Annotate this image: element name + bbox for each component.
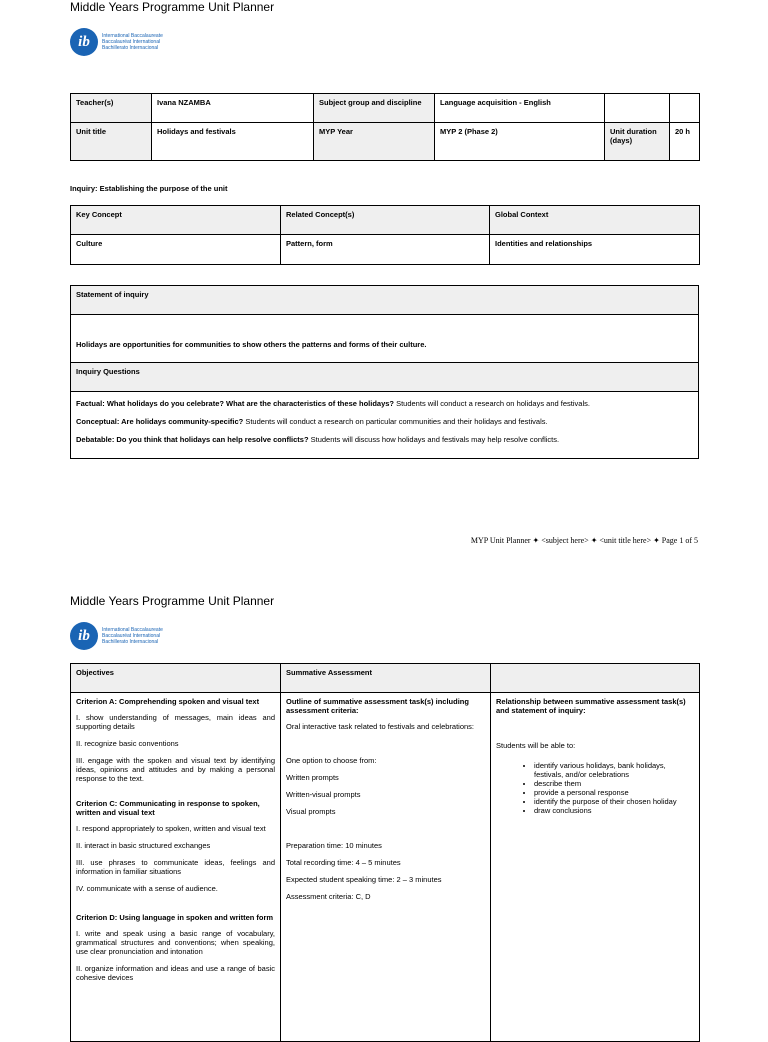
factual-question: Factual: What holidays do you celebrate? What are the characteristics of these holidays? Students will conduct a research on holidays and festivals. <box>76 399 590 408</box>
myp-year-value: MYP 2 (Phase 2) <box>435 123 605 161</box>
outline-item: Written prompts <box>286 773 339 782</box>
statement-label: Statement of inquiry <box>71 286 699 315</box>
objective-item: I. show understanding of messages, main ideas and supporting details <box>76 713 275 731</box>
unit-duration-value: 20 h <box>670 123 700 161</box>
summative-outline-cell <box>281 693 491 1042</box>
page-title: Middle Years Programme Unit Planner <box>70 0 275 14</box>
ib-logo-icon: ib <box>70 622 98 650</box>
ib-logo-text: International Baccalaureate Baccalauréat International Bachillerato Internacional <box>102 627 163 645</box>
unit-title-label: Unit title <box>71 123 152 161</box>
objectives-label: Objectives <box>71 664 281 693</box>
relationship-list <box>496 761 694 815</box>
related-concepts-label: Related Concept(s) <box>281 206 490 235</box>
list-item: • identify the purpose of their chosen holiday <box>534 797 694 806</box>
criterion-c-heading: Criterion C: Communicating in response to spoken, written and visual text <box>76 799 260 817</box>
objective-item: IV. communicate with a sense of audience. <box>76 884 218 893</box>
criterion-d-heading: Criterion D: Using language in spoken and written form <box>76 913 274 922</box>
objective-item: I. respond appropriately to spoken, written and visual text <box>76 824 266 833</box>
key-concept-label: Key Concept <box>71 206 281 235</box>
ib-logo <box>70 622 163 650</box>
outline-item: Preparation time: 10 minutes <box>286 841 382 850</box>
objective-item: III. use phrases to communicate ideas, feelings and information in familiar situations <box>76 858 275 876</box>
objectives-cell <box>71 693 281 1042</box>
list-item: • describe them <box>534 779 694 788</box>
objective-item: II. organize information and ideas and use a range of basic cohesive devices <box>76 964 275 982</box>
outline-heading: Outline of summative assessment task(s) including assessment criteria: <box>286 697 469 715</box>
objectives-table <box>70 663 700 1042</box>
unit-title-value: Holidays and festivals <box>152 123 314 161</box>
ib-logo-text: International Baccalaureate Baccalauréat International Bachillerato Internacional <box>102 33 163 51</box>
conceptual-question: Conceptual: Are holidays community-specific? Students will conduct a research on particular communities and their holidays and festivals. <box>76 417 548 426</box>
ib-logo-icon: ib <box>70 28 98 56</box>
relationship-heading: Relationship between summative assessment task(s) and statement of inquiry: <box>496 697 686 715</box>
myp-year-label: MYP Year <box>314 123 435 161</box>
subject-value: Language acquisition - English <box>435 94 605 123</box>
inquiry-questions-label: Inquiry Questions <box>71 363 699 392</box>
teacher-label: Teacher(s) <box>71 94 152 123</box>
objective-item: II. recognize basic conventions <box>76 739 179 748</box>
outline-item: Oral interactive task related to festivals and celebrations: <box>286 722 475 731</box>
objective-item: II. interact in basic structured exchanges <box>76 841 211 850</box>
outline-item: Written-visual prompts <box>286 790 361 799</box>
empty-header-cell <box>491 664 700 693</box>
list-item: • draw conclusions <box>534 806 694 815</box>
criterion-a-heading: Criterion A: Comprehending spoken and visual text <box>76 697 260 706</box>
inquiry-heading: Inquiry: Establishing the purpose of the unit <box>70 184 228 193</box>
relationship-cell <box>491 693 700 1042</box>
debatable-question: Debatable: Do you think that holidays can help resolve conflicts? Students will discuss how holidays and festivals may help resolve conflicts. <box>76 435 560 444</box>
statement-text: Holidays are opportunities for communities to show others the patterns and forms of their culture. <box>71 315 699 363</box>
list-item: • identify various holidays, bank holidays, festivals, and/or celebrations <box>534 761 694 779</box>
teacher-value: Ivana NZAMBA <box>152 94 314 123</box>
outline-item: Assessment criteria: C, D <box>286 892 371 901</box>
objective-item: III. engage with the spoken and visual text by identifying ideas, opinions and attitudes and by making a personal response to the text. <box>76 756 275 783</box>
relationship-intro: Students will be able to: <box>496 741 576 750</box>
outline-item: Expected student speaking time: 2 – 3 minutes <box>286 875 442 884</box>
page-title: Middle Years Programme Unit Planner <box>70 594 275 608</box>
outline-item: Total recording time: 4 – 5 minutes <box>286 858 401 867</box>
key-concept-value: Culture <box>71 235 281 265</box>
subject-label: Subject group and discipline <box>314 94 435 123</box>
global-context-label: Global Context <box>490 206 700 235</box>
objective-item: I. write and speak using a basic range of vocabulary, grammatical structures and conventions; when speaking, use clear pronunciation and intonation <box>76 929 275 956</box>
summative-assessment-label: Summative Assessment <box>281 664 491 693</box>
outline-item: Visual prompts <box>286 807 336 816</box>
unit-duration-label: Unit duration (days) <box>605 123 670 161</box>
global-context-value: Identities and relationships <box>490 235 700 265</box>
list-item: • provide a personal response <box>534 788 694 797</box>
outline-item: One option to choose from: <box>286 756 377 765</box>
page-footer: MYP Unit Planner ✦ <subject here> ✦ <unit title here> ✦ Page 1 of 5 <box>470 536 698 545</box>
related-concepts-value: Pattern, form <box>281 235 490 265</box>
